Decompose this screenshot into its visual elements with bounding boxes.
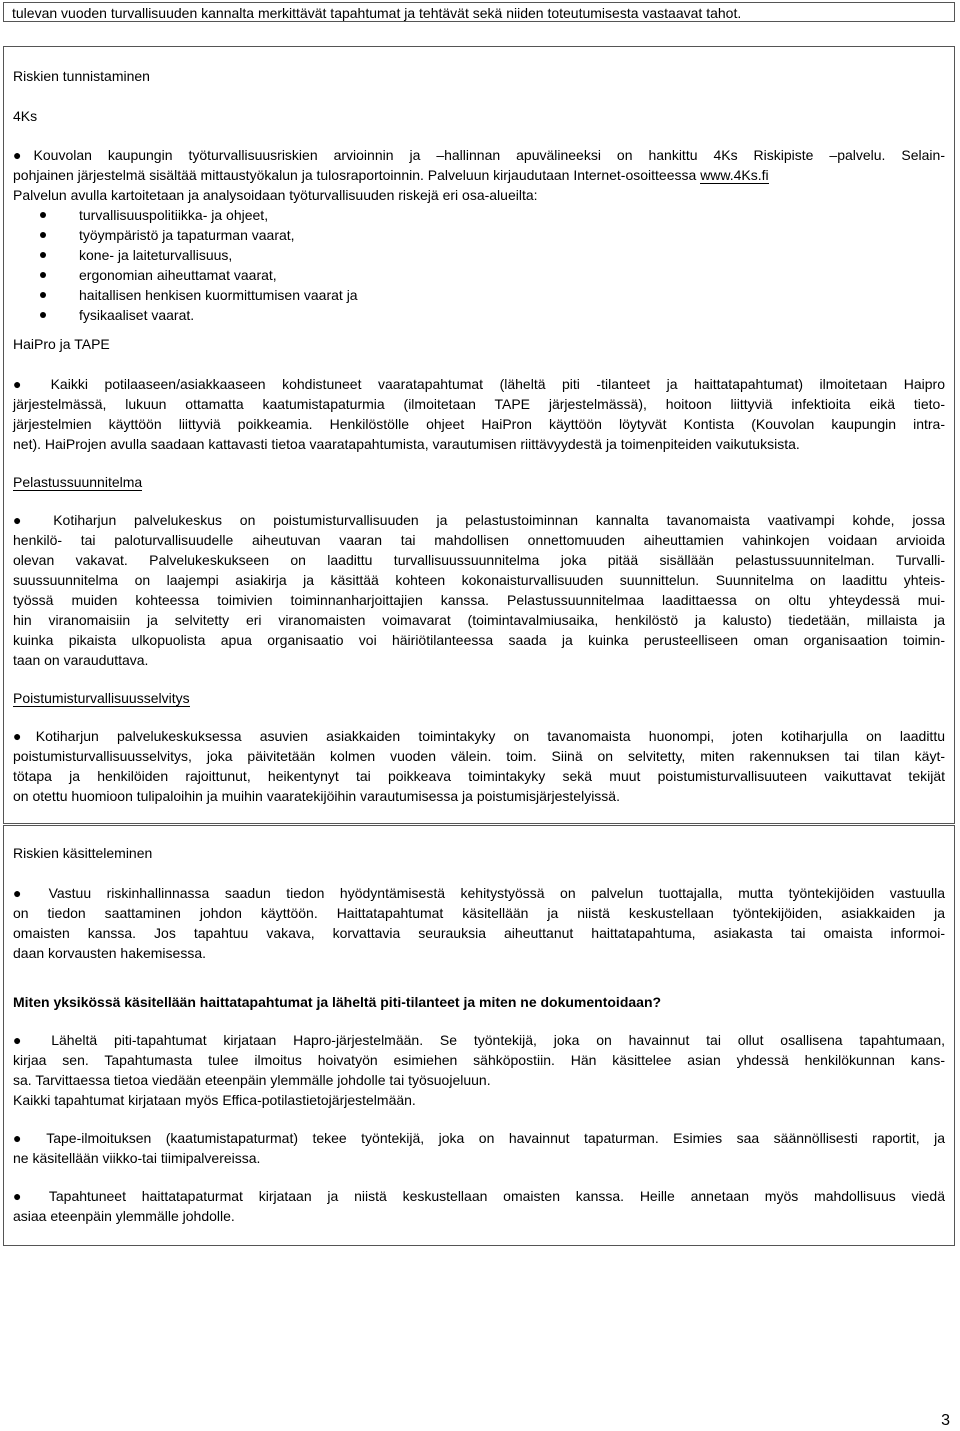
list-item-text: kone- ja laiteturvallisuus, <box>79 247 233 263</box>
miten-p2-line: ● Tape-ilmoituksen (kaatumistapaturmat) tekee työntekijä, joka on havainnut tapaturman. Esimies saa säännöllisesti raportit, ja <box>13 1130 945 1146</box>
poistumis-line: ●Kotiharjun palvelukeskuksessa asuvien asiakkaiden toimintakyky on tavanomaista huonompi, joten kotiharjulla on laadittu <box>13 728 945 744</box>
heading-poistumis-text: Poistumisturvallisuusselvitys <box>13 690 190 706</box>
miten-p2-line: ne käsitellään viikko-tai tiimipalvereissa. <box>13 1150 261 1166</box>
pelastus-line: työssä muiden kohteessa toimivien toiminnanharjoittajien kanssa. Pelastussuunnitelmaa laadittaessa on oltu yhteydessä mui- <box>13 592 945 608</box>
top-text: tulevan vuoden turvallisuuden kannalta merkittävät tapahtumat ja tehtävät sekä niiden toteutumisesta vastaavat tahot. <box>12 5 742 21</box>
poistumis-line: tötapa ja henkilöiden rajoittunut, heikentynyt tai poikkeava toimintakyky sekä muut poistumisturvallisuuteen vaikuttavat tekijät <box>13 768 945 784</box>
heading-pelastussuunnitelma-text: Pelastussuunnitelma <box>13 474 143 490</box>
pelastus-line: hin viranomaisiin ja selvitetty eri viranomaisten voimavarat (toimintavalmiusaika, henkilöstö ja kalusto) tiedetään, millaista ja <box>13 612 945 628</box>
list-item <box>13 245 945 265</box>
list-item <box>13 265 945 285</box>
haipro-line: järjestelmässä, lukuun ottamatta kaatumistapaturmia (ilmoitetaan TAPE järjestelmässä), hoitoon liittyviä infektioita eikä tieto- <box>13 396 945 412</box>
section-box-risk-identification <box>3 46 955 824</box>
pelastus-line: suussuunnitelma on laajempi asiakirja ja käsittää kohteen kokonaisturvallisuuden suunnittelun. Suunnitelma on laadittu yhteis- <box>13 572 945 588</box>
pelastus-line: ● Kotiharjun palvelukeskus on poistumisturvallisuuden ja pelastustoiminnan kannalta tavanomaista vaativampi kohde, jossa <box>13 512 945 528</box>
paragraph-4ks-line3: Palvelun avulla kartoitetaan ja analysoidaan työturvallisuuden riskejä eri osa-alueilta: <box>13 187 538 203</box>
haipro-line: net). HaiProjen avulla saadaan kattavasti tietoa vaaratapahtumista, varautumisen riittävyydestä ja toimenpiteiden vaikutuksista. <box>13 436 800 452</box>
paragraph-4ks-line2 <box>13 165 945 185</box>
kasittely-line: daan korvausten hakemisessa. <box>13 945 206 961</box>
heading-riskien-tunnistaminen: Riskien tunnistaminen <box>13 68 150 84</box>
poistumis-line: poistumisturvallisuusselvitys, joka päivitetään kolmen vuoden välein. toim. Siinä on selvitetty, miten rakennuksen tai tilan käyt- <box>13 748 945 764</box>
heading-poistumis <box>13 688 945 708</box>
link-4ks-url[interactable]: www.4Ks.fi <box>700 167 769 183</box>
bullet-icon <box>40 212 46 218</box>
kasittely-line: on tiedon saattaminen johdon käyttöön. Haittatapahtumat käsitellään ja niistä keskustellaan työntekijöiden, asiakkaiden ja <box>13 905 945 921</box>
paragraph-4ks-line2-text: pohjainen järjestelmä sisältää mittaustyökalun ja tulosraportoinnin. Palveluun kirjaudutaan Internet-osoitteessa <box>13 167 701 183</box>
paragraph-4ks-line1: ●Kouvolan kaupungin työturvallisuusriskien arvioinnin ja –hallinnan apuvälineeksi on hankittu 4Ks Riskipiste –palvelu. Selain- <box>13 147 945 163</box>
kasittely-line: omaisten kanssa. Jos tapahtuu vakava, korvattavia seurauksia aiheuttanut haittatapahtuma, asiakasta tai omaista informoi- <box>13 925 945 941</box>
list-item-text: fysikaaliset vaarat. <box>79 307 195 323</box>
haipro-line: järjestelmien käyttöön liittyviä poikkeamia. Henkilöstölle ohjeet HaiPron käyttöön löytyvät Kontista (Kouvolan kaupungin intra- <box>13 416 945 432</box>
poistumis-line: on otettu huomioon tulipaloihin ja muihin vaaratekijöihin varautumisessa ja poistumisjärjestelyissä. <box>13 788 620 804</box>
bullet-icon <box>40 232 46 238</box>
section-box-risk-handling <box>3 825 955 1246</box>
heading-riskien-kasitteleminen: Riskien käsitteleminen <box>13 845 153 861</box>
kasittely-line: ● Vastuu riskinhallinnassa saadun tiedon hyödyntämisestä kehitystyössä on palvelun tuottajalla, mutta työntekijöiden vastuulla <box>13 885 945 901</box>
miten-p3-line: asiaa eteenpäin ylemmälle johdolle. <box>13 1208 235 1224</box>
miten-p1-line: ● Läheltä piti-tapahtumat kirjataan Hapro-järjestelmään. Se työntekijä, joka on havainnut tai ollut osallisena tapahtumaan, <box>13 1032 945 1048</box>
bullet-icon <box>40 312 46 318</box>
miten-p1-line: kirjaa sen. Tapahtumasta tulee ilmoitus hoivatyön esimiehen sähköpostiin. Hän käsittelee asian yhdessä henkilökunnan kans- <box>13 1052 945 1068</box>
pelastus-line: henkilö- tai paloturvallisuudelle aiheutuvan vaaran tai mahdollisen onnettomuuden aiheuttamien vahinkojen voidaan arvioida <box>13 532 945 548</box>
list-item <box>13 285 945 305</box>
bullet-icon <box>40 292 46 298</box>
haipro-line: ● Kaikki potilaaseen/asiakkaaseen kohdistuneet vaaratapahtumat (läheltä piti -tilanteet ja haittatapahtumat) ilmoitetaan Haipro <box>13 376 945 392</box>
miten-p3-line: ● Tapahtuneet haittatapaturmat kirjataan ja niistä keskustellaan omaisten kanssa. Heille annetaan myös mahdollisuus viedä <box>13 1188 945 1204</box>
bullet-icon <box>40 272 46 278</box>
list-item-text: työympäristö ja tapaturman vaarat, <box>79 227 295 243</box>
heading-pelastussuunnitelma <box>13 472 945 492</box>
list-item <box>13 305 945 325</box>
heading-miten: Miten yksikössä käsitellään haittatapahtumat ja läheltä piti-tilanteet ja miten ne dokumentoidaan? <box>13 994 662 1010</box>
pelastus-line: taan on varauduttava. <box>13 652 149 668</box>
subheading-4ks: 4Ks <box>13 108 38 124</box>
miten-p1-line: sa. Tarvittaessa tietoa viedään eteenpäin ylemmälle johdolle tai työsuojeluun. <box>13 1072 491 1088</box>
page-number: 3 <box>941 1412 950 1429</box>
list-item-text: turvallisuuspolitiikka- ja ohjeet, <box>79 207 269 223</box>
pelastus-line: kuinka pikaista ulkopuolista apua organisaatio voi häiriötilanteessa saada ja kuinka perusteelliseen oman organisaation toimin- <box>13 632 945 648</box>
list-item-text: haitallisen henkisen kuormittumisen vaarat ja <box>79 287 358 303</box>
pelastus-line: olevan vakavat. Palvelukeskukseen on laadittu turvallisuussuunnitelma joka pitää sisällään pelastussuunnitelman. Turvalli- <box>13 552 945 568</box>
bullet-icon <box>40 252 46 258</box>
list-item-text: ergonomian aiheuttamat vaarat, <box>79 267 277 283</box>
heading-haipro: HaiPro ja TAPE <box>13 336 110 352</box>
list-item <box>13 205 945 225</box>
miten-p1-line: Kaikki tapahtumat kirjataan myös Effica-potilastietojärjestelmään. <box>13 1092 416 1108</box>
top-text-box <box>3 2 955 22</box>
list-item <box>13 225 945 245</box>
risk-area-list <box>13 205 945 325</box>
